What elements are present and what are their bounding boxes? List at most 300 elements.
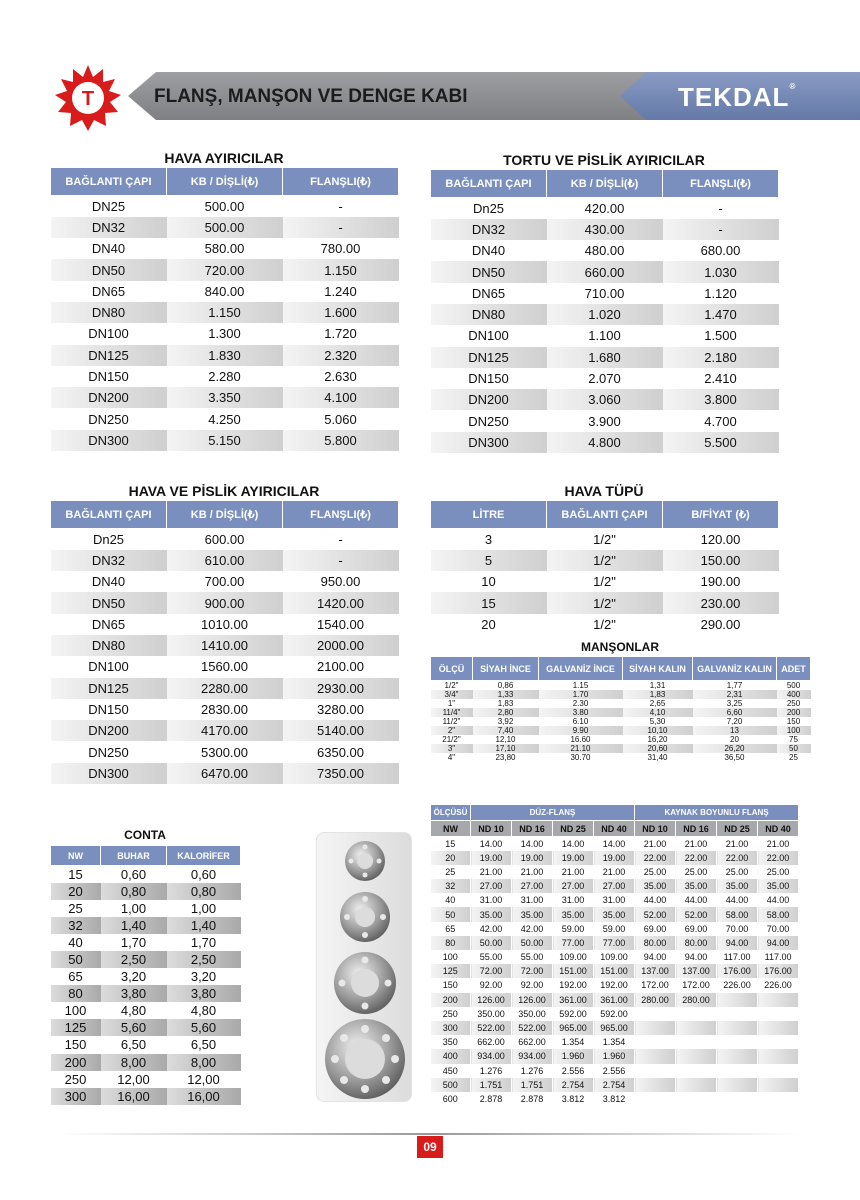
conta-table bbox=[50, 845, 241, 1105]
column-header: ND 40 bbox=[594, 821, 635, 837]
flange-small bbox=[345, 841, 385, 881]
column-header: BAĞLANTI ÇAPI bbox=[547, 501, 663, 529]
table-row bbox=[431, 240, 779, 261]
table-cell: 1,40 bbox=[167, 917, 241, 934]
table-cell: 192.00 bbox=[594, 978, 635, 992]
table-cell: 126.00 bbox=[512, 993, 553, 1007]
table-cell: 660.00 bbox=[547, 261, 663, 282]
table-cell: 1,33 bbox=[473, 690, 539, 699]
table-cell: 280.00 bbox=[676, 993, 717, 1007]
table-cell: 2280.00 bbox=[167, 678, 283, 699]
table-cell: 3280.00 bbox=[317, 702, 364, 718]
table-cell: 11/2" bbox=[442, 717, 461, 726]
table-cell: 8,00 bbox=[101, 1054, 167, 1071]
table-cell: 226.00 bbox=[758, 978, 799, 992]
table-cell: 6.10 bbox=[572, 717, 589, 726]
brand-name: TEKDAL bbox=[678, 82, 790, 112]
table-cell: 50 bbox=[777, 744, 811, 753]
column-header: KALORİFER bbox=[167, 846, 241, 866]
table-cell: 11/4" bbox=[431, 708, 473, 717]
table-cell: 500 bbox=[786, 681, 801, 690]
table-row bbox=[431, 1021, 799, 1035]
table-cell: DN80 bbox=[431, 304, 547, 325]
table-cell: 65 bbox=[431, 922, 471, 936]
table-cell: 16,00 bbox=[167, 1088, 241, 1105]
table-cell: DN150 bbox=[88, 369, 129, 385]
table-cell: 14.00 bbox=[553, 837, 594, 851]
table-cell: 35.00 bbox=[717, 879, 758, 893]
table-cell: - bbox=[283, 550, 399, 571]
table-cell: 1.960 bbox=[594, 1049, 635, 1063]
table-cell: 125 bbox=[431, 964, 471, 978]
table-cell: 44.00 bbox=[717, 893, 758, 907]
table-cell: 23,80 bbox=[495, 753, 516, 762]
table-row bbox=[431, 907, 799, 921]
table-cell: 290.00 bbox=[700, 616, 741, 632]
table-cell bbox=[758, 1092, 799, 1106]
table-cell: 4" bbox=[447, 753, 456, 762]
table-cell: 192.00 bbox=[553, 978, 594, 992]
table-row bbox=[431, 993, 799, 1007]
column-header: GALVANİZ KALIN bbox=[693, 657, 777, 681]
table-cell: 361.00 bbox=[594, 993, 635, 1007]
table-row bbox=[51, 656, 399, 677]
table-row bbox=[51, 1054, 241, 1071]
table-cell: 430.00 bbox=[547, 219, 663, 240]
table-cell: 117.00 bbox=[717, 950, 758, 964]
table-cell: 600 bbox=[431, 1092, 471, 1106]
table-cell: DN300 bbox=[51, 763, 167, 784]
table-cell: 1010.00 bbox=[201, 616, 248, 632]
table-cell bbox=[676, 1064, 717, 1078]
table-cell: 0,86 bbox=[497, 681, 514, 690]
table-cell: 500.00 bbox=[167, 217, 283, 238]
table-cell: 5140.00 bbox=[283, 720, 399, 741]
table-row bbox=[51, 592, 399, 613]
table-cell: DN80 bbox=[51, 302, 167, 323]
table-row bbox=[51, 720, 399, 741]
table-row bbox=[431, 198, 779, 219]
table-cell: 20 bbox=[481, 616, 496, 632]
table-cell: 21.00 bbox=[594, 865, 635, 879]
table-cell: 3.800 bbox=[663, 389, 779, 410]
table-cell: 500.00 bbox=[204, 198, 245, 214]
group-header: ÖLÇÜSÜ bbox=[431, 805, 471, 821]
column-header: ADET bbox=[777, 657, 811, 681]
table-cell: 27.00 bbox=[594, 879, 635, 893]
table-cell: 1.354 bbox=[594, 1035, 635, 1049]
table-cell: 1540.00 bbox=[317, 616, 364, 632]
table-cell: 125 bbox=[51, 1019, 101, 1036]
table-cell: 17,10 bbox=[473, 744, 539, 753]
table-row bbox=[51, 614, 399, 635]
column-header: ND 16 bbox=[512, 821, 553, 837]
table-row bbox=[431, 978, 799, 992]
table-cell: 2,50 bbox=[167, 951, 241, 968]
table-cell: 31.00 bbox=[512, 893, 553, 907]
table-cell: 75 bbox=[789, 735, 798, 744]
table-row bbox=[51, 550, 399, 571]
table-cell: 27.00 bbox=[471, 879, 512, 893]
table-cell: 9.90 bbox=[539, 726, 623, 735]
table-cell: 150 bbox=[431, 978, 471, 992]
table-cell: 72.00 bbox=[512, 964, 553, 978]
table-cell: 0,60 bbox=[120, 866, 147, 882]
table-cell: 94.00 bbox=[635, 950, 676, 964]
table-cell: 350 bbox=[431, 1035, 471, 1049]
table-cell: 2,80 bbox=[473, 708, 539, 717]
table-cell: 2.410 bbox=[704, 371, 737, 387]
table-cell: 580.00 bbox=[204, 241, 245, 257]
column-header: ND 10 bbox=[635, 821, 676, 837]
table-row bbox=[51, 635, 399, 656]
table-cell: 1/2" bbox=[547, 592, 663, 613]
table-cell: 400 bbox=[777, 690, 811, 699]
group-header-row bbox=[431, 805, 799, 821]
table-row bbox=[51, 259, 399, 280]
table-cell: 5.150 bbox=[167, 430, 283, 451]
table-cell: 1/2" bbox=[547, 550, 663, 571]
table-cell: DN32 bbox=[431, 219, 547, 240]
table-cell bbox=[676, 1049, 717, 1063]
table-cell: 42.00 bbox=[512, 922, 553, 936]
table-cell: 1.100 bbox=[588, 328, 621, 344]
table-cell: 450 bbox=[431, 1064, 471, 1078]
column-header: BUHAR bbox=[101, 846, 167, 866]
table-cell: 2830.00 bbox=[201, 702, 248, 718]
table-row bbox=[51, 678, 399, 699]
table-cell: 32 bbox=[51, 917, 101, 934]
table-row bbox=[51, 345, 399, 366]
table-cell: 3,20 bbox=[190, 969, 217, 985]
table-cell: 50.00 bbox=[512, 936, 553, 950]
table-cell: 230.00 bbox=[663, 592, 779, 613]
table-cell: 25 bbox=[789, 753, 798, 762]
column-header: NW bbox=[431, 821, 471, 837]
table-cell bbox=[758, 1035, 799, 1049]
table-cell: 592.00 bbox=[594, 1007, 635, 1021]
table-cell: 934.00 bbox=[471, 1049, 512, 1063]
table-cell: DN40 bbox=[91, 574, 126, 590]
tortu-table bbox=[430, 169, 779, 453]
table-cell: DN200 bbox=[51, 387, 167, 408]
table-cell: 1,77 bbox=[726, 681, 743, 690]
table-cell: 350.00 bbox=[471, 1007, 512, 1021]
table-cell: 100 bbox=[431, 950, 471, 964]
table-row bbox=[51, 571, 399, 592]
table-cell: 7,40 bbox=[473, 726, 539, 735]
table-cell: 226.00 bbox=[717, 978, 758, 992]
header-row bbox=[431, 657, 811, 681]
table-cell bbox=[676, 1092, 717, 1106]
table-cell: DN65 bbox=[471, 285, 506, 301]
table-cell: 1420.00 bbox=[283, 592, 399, 613]
manson-table bbox=[430, 656, 811, 762]
table-cell: 65 bbox=[68, 969, 83, 985]
table-cell: 21.00 bbox=[758, 837, 799, 851]
table-cell: 8,00 bbox=[167, 1054, 241, 1071]
table-cell: 3,92 bbox=[497, 717, 514, 726]
table-cell: DN65 bbox=[91, 616, 126, 632]
column-header: ND 25 bbox=[717, 821, 758, 837]
table-row bbox=[51, 529, 399, 550]
table-cell: 10,10 bbox=[623, 726, 693, 735]
table-cell: 14.00 bbox=[594, 837, 635, 851]
table-row bbox=[51, 281, 399, 302]
table-cell: 70.00 bbox=[717, 922, 758, 936]
table-cell: 1.15 bbox=[572, 681, 589, 690]
table-cell: 1.354 bbox=[553, 1035, 594, 1049]
table-cell: 2.30 bbox=[572, 699, 589, 708]
table-cell: 50 bbox=[51, 951, 101, 968]
table-cell: 4,10 bbox=[623, 708, 693, 717]
table-cell: 6350.00 bbox=[317, 744, 364, 760]
table-cell: 2.070 bbox=[588, 371, 621, 387]
table-row bbox=[431, 681, 811, 691]
table-row bbox=[431, 304, 779, 325]
table-cell: 22.00 bbox=[717, 851, 758, 865]
table-cell: - bbox=[283, 217, 399, 238]
table-cell: 300 bbox=[431, 1021, 471, 1035]
table-row bbox=[51, 217, 399, 238]
table-cell: 100 bbox=[64, 1003, 87, 1019]
table-cell: 1.720 bbox=[324, 326, 357, 342]
table-cell: 14.00 bbox=[471, 837, 512, 851]
table-cell: - bbox=[338, 531, 343, 547]
table-cell: 420.00 bbox=[584, 200, 625, 216]
table-cell: 3,80 bbox=[167, 985, 241, 1002]
page-number: 09 bbox=[417, 1136, 443, 1158]
table-row bbox=[431, 592, 779, 613]
table-cell: 1.030 bbox=[663, 261, 779, 282]
table-cell: 4170.00 bbox=[167, 720, 283, 741]
table-cell: 2930.00 bbox=[283, 678, 399, 699]
conta-title: CONTA bbox=[124, 828, 166, 842]
table-cell: 44.00 bbox=[758, 893, 799, 907]
table-cell: 280.00 bbox=[635, 993, 676, 1007]
table-cell: 2.754 bbox=[553, 1078, 594, 1092]
table-cell: Dn25 bbox=[472, 200, 505, 216]
table-cell: 31.00 bbox=[553, 893, 594, 907]
table-cell: 25.00 bbox=[635, 865, 676, 879]
table-row bbox=[431, 347, 779, 368]
column-header: ÖLÇÜ bbox=[431, 657, 473, 681]
table-cell: 5.060 bbox=[324, 411, 357, 427]
table-cell: 19.00 bbox=[594, 851, 635, 865]
table-cell: DN125 bbox=[431, 347, 547, 368]
table-cell: 21.10 bbox=[539, 744, 623, 753]
table-cell: 42.00 bbox=[471, 922, 512, 936]
table-cell: 109.00 bbox=[553, 950, 594, 964]
table-cell: 250 bbox=[431, 1007, 471, 1021]
table-cell: 16.60 bbox=[570, 735, 591, 744]
table-cell: 1,83 bbox=[623, 690, 693, 699]
table-row bbox=[51, 1071, 241, 1088]
table-cell: 522.00 bbox=[471, 1021, 512, 1035]
column-header: FLANŞLI(₺) bbox=[283, 501, 399, 529]
table-cell: 55.00 bbox=[512, 950, 553, 964]
table-cell bbox=[676, 1021, 717, 1035]
table-row bbox=[431, 865, 799, 879]
table-cell: 21/2" bbox=[442, 735, 461, 744]
table-cell: 27.00 bbox=[512, 879, 553, 893]
table-cell bbox=[676, 1007, 717, 1021]
table-cell: 58.00 bbox=[717, 907, 758, 921]
table-cell: 20 bbox=[730, 735, 739, 744]
table-cell: 21.00 bbox=[471, 865, 512, 879]
table-row bbox=[431, 261, 779, 282]
column-header: ND 40 bbox=[758, 821, 799, 837]
table-cell: 7350.00 bbox=[283, 763, 399, 784]
table-row bbox=[51, 1019, 241, 1036]
table-row bbox=[431, 753, 811, 762]
table-cell bbox=[676, 1035, 717, 1049]
table-cell: DN40 bbox=[471, 243, 506, 259]
column-header: FLANŞLI(₺) bbox=[663, 170, 779, 198]
table-row bbox=[431, 744, 811, 753]
table-cell bbox=[635, 1035, 676, 1049]
table-cell: 69.00 bbox=[676, 922, 717, 936]
table-cell: 40 bbox=[68, 934, 83, 950]
manson-title: MANŞONLAR bbox=[581, 640, 659, 654]
table-cell: 15 bbox=[431, 592, 547, 613]
table-cell: 1,70 bbox=[120, 934, 147, 950]
table-cell: DN100 bbox=[468, 328, 509, 344]
table-cell: 10 bbox=[481, 574, 496, 590]
table-cell: 1560.00 bbox=[201, 659, 248, 675]
table-cell: 6,50 bbox=[120, 1037, 147, 1053]
tup-title: HAVA TÜPÜ bbox=[564, 483, 644, 499]
table-cell: DN25 bbox=[91, 198, 126, 214]
table-cell: 1,00 bbox=[190, 900, 217, 916]
table-cell: 117.00 bbox=[758, 950, 799, 964]
table-cell: 22.00 bbox=[676, 851, 717, 865]
table-cell: 40 bbox=[431, 893, 471, 907]
table-cell: 94.00 bbox=[676, 950, 717, 964]
table-cell: DN150 bbox=[468, 371, 509, 387]
table-cell bbox=[758, 1021, 799, 1035]
table-cell: 15 bbox=[431, 837, 471, 851]
table-cell: 780.00 bbox=[320, 241, 361, 257]
table-cell: 1.600 bbox=[283, 302, 399, 323]
hava-table bbox=[50, 167, 399, 451]
table-cell: 69.00 bbox=[635, 922, 676, 936]
table-cell: 176.00 bbox=[758, 964, 799, 978]
table-cell bbox=[717, 1049, 758, 1063]
table-cell: 12,00 bbox=[117, 1071, 150, 1087]
tup-table bbox=[430, 500, 779, 635]
header-row bbox=[431, 501, 779, 529]
table-cell: 25 bbox=[431, 865, 471, 879]
header-row bbox=[431, 170, 779, 198]
group-header: DÜZ-FLANŞ bbox=[471, 805, 635, 821]
table-cell: 151.00 bbox=[594, 964, 635, 978]
table-cell: 5,60 bbox=[167, 1019, 241, 1036]
table-cell: 1,31 bbox=[649, 681, 666, 690]
table-cell: 126.00 bbox=[471, 993, 512, 1007]
table-cell: 2100.00 bbox=[317, 659, 364, 675]
table-row bbox=[431, 922, 799, 936]
table-cell: 77.00 bbox=[553, 936, 594, 950]
table-cell: 6,50 bbox=[190, 1037, 217, 1053]
table-cell: 12,10 bbox=[495, 735, 516, 744]
table-row bbox=[431, 726, 811, 735]
table-cell: DN125 bbox=[51, 678, 167, 699]
table-cell: 92.00 bbox=[471, 978, 512, 992]
table-cell: 2.556 bbox=[594, 1064, 635, 1078]
table-cell: 70.00 bbox=[758, 922, 799, 936]
table-cell: 1.276 bbox=[512, 1064, 553, 1078]
table-row bbox=[431, 690, 811, 699]
table-row bbox=[51, 1002, 241, 1019]
table-cell: 3.812 bbox=[553, 1092, 594, 1106]
table-cell: 59.00 bbox=[553, 922, 594, 936]
table-cell: 250 bbox=[786, 699, 801, 708]
brand-logo bbox=[678, 82, 796, 113]
table-cell: 5,30 bbox=[649, 717, 666, 726]
table-cell: Dn25 bbox=[92, 531, 125, 547]
table-cell: 2,50 bbox=[101, 951, 167, 968]
table-cell: 12,00 bbox=[187, 1071, 220, 1087]
table-cell: 35.00 bbox=[635, 879, 676, 893]
column-header: LİTRE bbox=[431, 501, 547, 529]
table-cell: 30.70 bbox=[570, 753, 591, 762]
table-cell: 5.500 bbox=[663, 432, 779, 453]
column-header: ND 16 bbox=[676, 821, 717, 837]
table-cell: 14.00 bbox=[512, 837, 553, 851]
table-cell: 58.00 bbox=[758, 907, 799, 921]
table-cell bbox=[717, 1021, 758, 1035]
table-cell: DN100 bbox=[88, 326, 129, 342]
table-row bbox=[51, 951, 241, 968]
table-cell: 3,20 bbox=[120, 969, 147, 985]
table-cell: 151.00 bbox=[553, 964, 594, 978]
page-title: FLANŞ, MANŞON VE DENGE KABI bbox=[154, 86, 468, 107]
table-cell: 1.960 bbox=[553, 1049, 594, 1063]
table-row bbox=[431, 410, 779, 431]
table-cell: 31,40 bbox=[647, 753, 668, 762]
table-cell: 80.00 bbox=[635, 936, 676, 950]
table-cell: 21.00 bbox=[676, 837, 717, 851]
table-cell: 32 bbox=[431, 879, 471, 893]
table-cell: 35.00 bbox=[512, 907, 553, 921]
registered-mark: ® bbox=[789, 82, 797, 91]
table-cell: 3.812 bbox=[594, 1092, 635, 1106]
table-cell: 2.180 bbox=[663, 347, 779, 368]
table-cell: 1/2" bbox=[444, 681, 459, 690]
table-cell: 1" bbox=[447, 699, 456, 708]
table-cell: 19.00 bbox=[512, 851, 553, 865]
table-cell: 250 bbox=[64, 1071, 87, 1087]
table-cell bbox=[635, 1049, 676, 1063]
table-row bbox=[431, 283, 779, 304]
column-header: SİYAH KALIN bbox=[623, 657, 693, 681]
logo-letter: T bbox=[81, 88, 95, 110]
table-cell: DN150 bbox=[88, 702, 129, 718]
table-cell: 25.00 bbox=[717, 865, 758, 879]
table-row bbox=[51, 408, 399, 429]
table-cell: 59.00 bbox=[594, 922, 635, 936]
table-cell: 21.00 bbox=[717, 837, 758, 851]
table-cell: 1.470 bbox=[663, 304, 779, 325]
table-row bbox=[431, 432, 779, 453]
table-row bbox=[51, 917, 241, 934]
table-cell: 1410.00 bbox=[167, 635, 283, 656]
column-header: NW bbox=[51, 846, 101, 866]
table-cell: 35.00 bbox=[758, 879, 799, 893]
table-cell: 150 bbox=[64, 1037, 87, 1053]
header-row bbox=[51, 168, 399, 196]
